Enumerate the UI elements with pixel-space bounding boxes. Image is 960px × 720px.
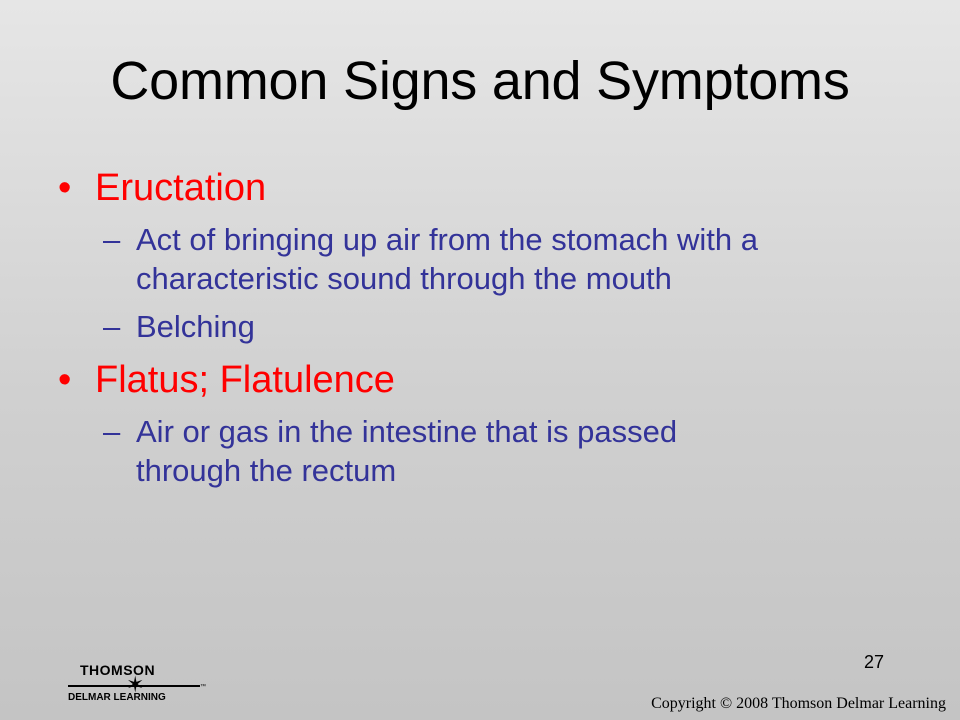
- bullet-label: Flatus; Flatulence: [95, 359, 395, 401]
- sub-dash: –: [103, 414, 121, 449]
- sub-text-line: Belching: [136, 309, 255, 344]
- logo-top-text: THOMSON: [80, 662, 156, 678]
- copyright-notice: Copyright © 2008 Thomson Delmar Learning: [651, 695, 946, 712]
- sub-text-line: through the rectum: [136, 453, 397, 488]
- sub-dash: –: [103, 222, 121, 257]
- bullet-mark: •: [58, 359, 72, 401]
- star-icon: ✶: [126, 672, 145, 697]
- sub-text-line: characteristic sound through the mouth: [136, 261, 672, 296]
- bullet-item-flatus: [58, 357, 918, 403]
- bullet-mark: •: [58, 167, 72, 209]
- sub-text-line: Air or gas in the intestine that is passed: [136, 414, 678, 449]
- sub-item-flatus-definition: [58, 412, 918, 490]
- sub-dash: –: [103, 309, 121, 344]
- publisher-logo: [68, 658, 238, 708]
- bullet-item-eructation: [58, 165, 918, 211]
- sub-item-belching: [58, 307, 918, 346]
- sub-text-line: Act of bringing up air from the stomach with a: [136, 222, 759, 257]
- page-number: 27: [864, 652, 885, 672]
- sub-item-definition: [58, 220, 918, 298]
- logo-bottom-text: DELMAR LEARNING: [68, 692, 166, 703]
- trademark-mark: ™: [200, 684, 206, 690]
- bullet-list: [58, 165, 918, 490]
- bullet-label: Eructation: [95, 167, 267, 209]
- slide-title: Common Signs and Symptoms: [110, 51, 850, 111]
